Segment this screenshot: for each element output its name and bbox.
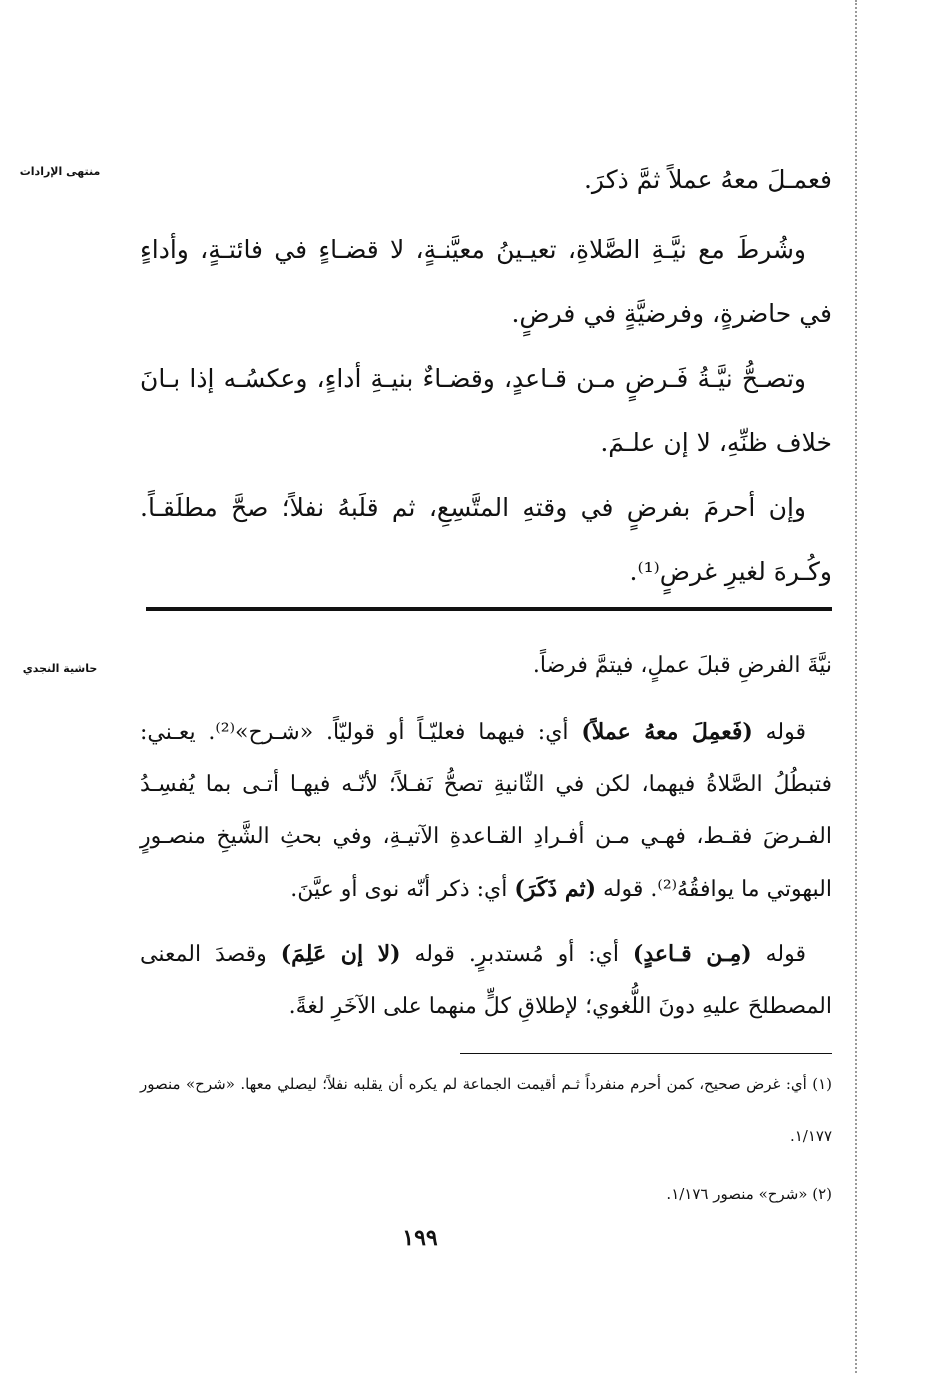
footnote-divider (460, 1053, 832, 1054)
hashiya-p3-text-2: وقصدَ المعنى المصطلحَ عليهِ دونَ اللُّغوي؛ لإطلاقِ كلٍّ منهما على الآخَرِ لغةً. (140, 942, 832, 1019)
page-number: ١٩٩ (402, 1225, 438, 1251)
hashiya-paragraph-2 (140, 706, 832, 916)
main-text-paragraph-2: وشُرطَ مع نيَّـةِ الصَّلاةِ، تعيـينُ معيَّنـةٍ، لا قضـاءٍ في فائتـةٍ، وأداءٍ في حاضرةٍ، وفرضيَّةٍ في فرضٍ. (140, 235, 832, 328)
footnote-2: (٢) «شرح» منصور ١/١٧٦. (666, 1185, 832, 1203)
side-label-hashiya: حاشية النجدي (22, 662, 98, 675)
main-text-paragraph-3: وتصـحُّ نيَّـةُ فَـرضٍ مـن قـاعدٍ، وقضـاءٌ بنيـةِ أداءٍ، وعكسُـه إذا بـانَ خلاف ظنِّهِ، لا إن علـمَ. (140, 364, 832, 457)
hashiya-p2-quote: (فَعمِلَ معهُ عملاً) (581, 719, 753, 745)
side-label-matn: منتهى الإرادات (19, 165, 101, 178)
hashiya-paragraph-3 (140, 928, 832, 1033)
hashiya-p2-quote-2: (ثم ذَكَرَ) (514, 876, 597, 902)
hashiya-p2-intro: قوله (765, 720, 806, 745)
footnote-1: (١) أي: غرض صحيح، كمن أحرم منفرداً ثـم أقيمت الجماعة لم يكره أن يقلبه نفلاً؛ ليصلي معها. «شرح» منصور ١/١٧٧. (140, 1075, 832, 1145)
hashiya-paragraph-1: نيَّةَ الفرضِ قبلَ عملٍ، فيتمَّ فرضاً. (532, 653, 832, 678)
main-text-paragraph-4: وإن أحرمَ بفرضٍ في وقتهِ المتَّسِعِ، ثم قلَبهُ نفلاً؛ صحَّ مطلَقـاً. وكُـرهَ لغيرِ غرضٍ⁽¹⁾. (140, 493, 832, 586)
hashiya-p2-text: أي: فيهما فعليّـاً أو قوليّاً. «شـرح»⁽²⁾. يعـني: فتبطُلُ الصَّلاةُ فيهما، لكن في الثّانيةِ تصحُّ نَفـلاً؛ لأنّـه فيهـا أتـى بما يُفسِـدُ الفـرضَ فقـط، فهـي مـن أفـرادِ القـاعدةِ الآتيـةِ، وفي بحثِ الشَّيخِ منصـورٍ البهوتي ما يوافقُهُ⁽²⁾. قوله (140, 720, 832, 902)
hashiya-p3-text: أي: أو مُستدبرٍ. قوله (414, 942, 619, 967)
hashiya-p2-text-2: أي: ذكر أنّه نوى أو عيَّنَ. (290, 877, 508, 902)
hashiya-p3-intro: قوله (765, 942, 806, 967)
hashiya-p3-quote-2: (لا إن عَلِمَ) (280, 941, 401, 967)
hashiya-p3-quote: (مِـن قـاعدٍ) (632, 941, 752, 967)
section-divider-thick (146, 607, 832, 611)
main-text-line-1: فعمـلَ معهُ عملاً ثمَّ ذكرَ. (583, 165, 832, 194)
page-edge-dotted-line (855, 0, 857, 1373)
